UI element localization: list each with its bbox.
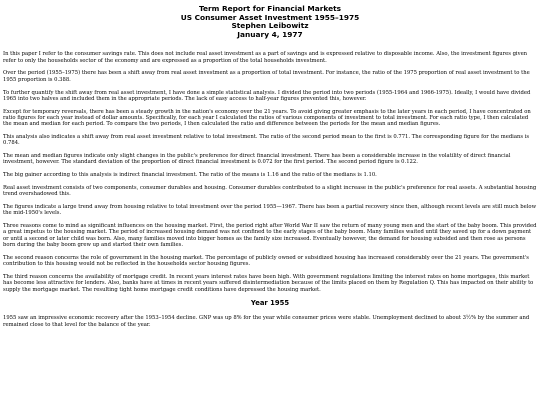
report-date: January 4, 1977 bbox=[237, 29, 303, 39]
paragraph: Except for temporary reversals, there has been a steady growth in the nation's economy over the 21 years. To avoid giving greater emphasis to the later years in each period, I have concentrated on ratio figures for each year instead of dollar amounts. Specifically, for each year I calculated the ratios of various components of investment to total investment. For each ratio type, I then calculated the mean and median for each period. To compare the two periods, I then calculated the ratio and difference between the periods for the mean and median figures. bbox=[3, 108, 531, 128]
paragraph: 1955 saw an impressive economic recovery after the 1953–1954 decline. GNP was up 8% for the year while consumer prices were stable. Unemployment declined to about 3½% by the summer and remained close to that level for the balance of the year. bbox=[3, 315, 530, 328]
paragraph: In this paper I refer to the consumer savings rate. This does not include real asset investment as a part of savings and is expressed relative to disposable income. Also, the investment figures given refer to only the households sector of the economy and are expressed as a proportion of the total households investment. bbox=[3, 51, 528, 64]
paragraph: Three reasons come to mind as significant influences on the housing market. First, the period right after World War II saw the return of many young men and the start of the baby boom. This provided a great impetus to the housing market. The period of increased housing demand was not confined to the early stages of the baby boom. Many families waited until they saved up for a down payment or until a second or later child was born. Also, many families moved into bigger homes as the family size increased. Eventually however, the demand for housing subsided and then rose as persons born during the baby boom grew up and started their own families. bbox=[3, 223, 537, 249]
paragraph: The big gainer according to this analysis is indirect financial investment. The ratio of the means is 1.16 and the ratio of the medians is 1.10. bbox=[3, 172, 377, 179]
report-author: Stephen Leibowitz bbox=[231, 21, 309, 31]
paragraph: Real asset investment consists of two components, consumer durables and housing. Consumer durables contributed to a slight increase in the public's preference for real assets. A substantial housing trend overshadowed this. bbox=[3, 184, 537, 198]
section-heading: Year 1955 bbox=[250, 299, 290, 308]
report-title: Term Report for Financial Markets bbox=[198, 4, 342, 13]
paragraph: This analysis also indicates a shift away from real asset investment relative to total investment. The ratio of the second period mean to the first is 0.771. The corresponding figure for the medians is 0.784. bbox=[3, 134, 530, 147]
paragraph: The mean and median figures indicate only slight changes in the public's preference for direct financial investment. There has been a considerable increase in the volatility of direct financial investment, however. The standard deviation of the proportion of direct financial investment is 0.072 for the first period. The second period figure is 0.122. bbox=[3, 153, 511, 166]
report-header bbox=[3, 5, 537, 39]
paragraph: The third reason concerns the availability of mortgage credit. In recent years interest rates have been high. With government regulations limiting the interest rates on home mortgages, this market has become less attractive for lenders. Also, banks have at times in recent years suffered disintermediation because of the limits placed on them by Regulation Q. This has impacted on their ability to supply the mortgage market. The resulting tight home mortgage credit conditions have depressed the housing market. bbox=[3, 273, 534, 293]
report-subtitle: US Consumer Asset Investment 1955–1975 bbox=[180, 12, 360, 22]
paragraph: Over the period (1955–1975) there has been a shift away from real asset investment as a proportion of total investment. For instance, the ratio of the 1975 proportion of real asset investment to the 1955 proportion is 0.388. bbox=[3, 70, 530, 83]
paragraph: The second reason concerns the role of government in the housing market. The percentage of publicly owned or subsidized housing has increased considerably over the 21 years. The government's contribution to this housing would not be reflected in the households sector housing figures. bbox=[3, 254, 529, 268]
report-body bbox=[3, 51, 537, 328]
paragraph: To further quantify the shift away from real asset investment, I have done a simple statistical analysis. I divided the period into two periods (1955-1964 and 1966-1975). Ideally, I would have divided 1965 into two halves and included them in the appropriate periods. The lack of easy access to half-year figures prevented this, however. bbox=[3, 89, 531, 102]
paragraph: The figures indicate a large trend away from housing relative to total investment over the period 1955—1967. There has been a partial recovery since then, although recent levels are still much below the mid-1950's levels. bbox=[3, 204, 537, 217]
